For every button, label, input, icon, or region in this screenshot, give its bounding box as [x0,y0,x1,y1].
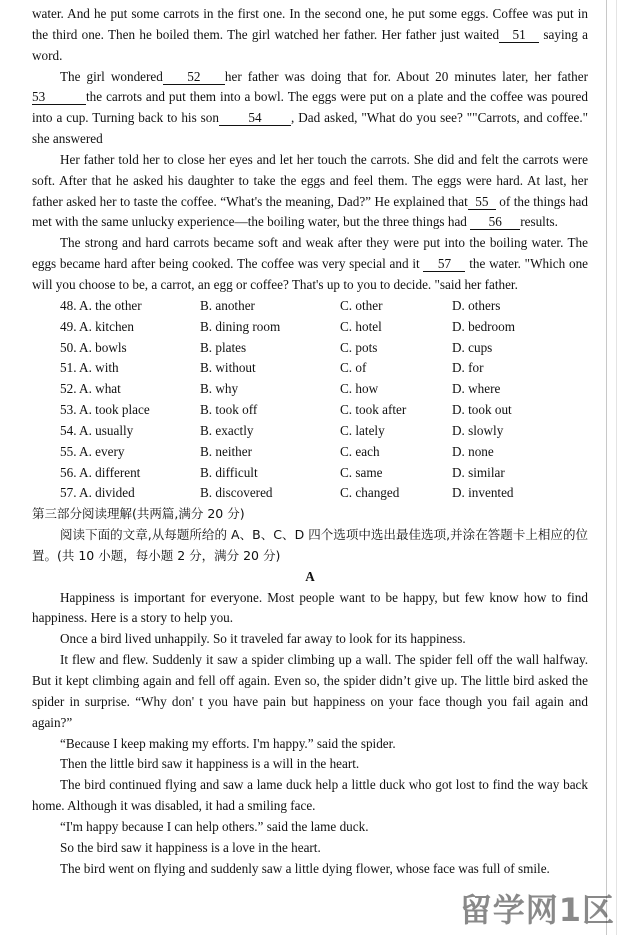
paragraph-text: the carrots and put them into a bowl. The eggs were put on a plate and the coffee was poured into a cup. Turning back to his son [32,89,588,126]
paragraph-text: water. And he put some carrots in the first one. In the second one, he put some eggs. Coffee was put in the third one. Then he boiled them. The girl watched her father. Her father just waited [32,6,588,42]
option-b: B. exactly [200,422,254,438]
option-a: 54. A. usually [60,422,134,438]
option-b: B. plates [200,339,247,355]
document-body [32,4,588,879]
option-c: C. of [340,360,367,376]
option-a: 48. A. the other [60,297,142,313]
passage-paragraph: The bird continued flying and saw a lame duck help a little duck who got lost to find the way back home. Although it was disabled, it had a smiling face. [32,777,588,814]
paragraph-text: of the things had met with the same unlucky experience—the boiling water, but the three things had [32,193,588,230]
blank-56: 56 [470,214,520,230]
option-row [60,358,588,379]
option-c: C. how [340,381,379,397]
option-b: B. why [200,381,239,397]
paragraph-4 [32,233,588,296]
blank-55: 55 [468,194,496,210]
option-row [60,421,588,442]
paragraph-text: the water. "Which one will you choose to be, a carrot, an egg or coffee? That's up to you to decide. "said her father. [32,256,589,292]
option-a: 52. A. what [60,381,121,397]
blank-57: 57 [423,256,465,272]
passage-paragraph: It flew and flew. Suddenly it saw a spider climbing up a wall. The spider fell off the wall halfway. But it kept climbing again and fell off again. Even so, the spider didn’t give up. The little bird asked the spider in surprise. “Why don' t you have pain but happiness on your face though you fail again and again?” [32,652,588,730]
paragraph-text: her father was doing that for. About 20 minutes later, her father [224,68,588,84]
page-edge-line-secondary [616,0,617,935]
option-d: D. invented [452,485,514,501]
option-d: D. for [452,360,484,376]
paragraph-text: Her father told her to close her eyes and let her touch the carrots. She did and felt the carrots were soft. After that he asked his daughter to take the eggs and feel them. The eggs were hard. At last, her father asked her to taste the coffee. “What's the meaning, Dad?” He explained that [32,151,588,209]
paragraph-text: The strong and hard carrots became soft and weak after they were put into the boiling water. The eggs became hard after being cooked. The coffee was very special and it [32,235,588,272]
paragraph-text: saying a word. [32,26,588,63]
option-d: D. where [452,381,501,397]
option-row [60,296,588,317]
paragraph-1 [32,4,588,67]
option-row [60,400,588,421]
section-3-heading: 第三部分阅读理解(共两篇,满分 20 分) [32,506,245,522]
passage-paragraph: “Because I keep making my efforts. I'm happy.” said the spider. [60,735,396,751]
option-d: D. similar [452,464,505,480]
option-a: 49. A. kitchen [60,318,134,334]
blank-54: 54 [219,110,291,126]
paragraph-3 [32,150,588,233]
option-c: C. changed [340,485,400,501]
option-row [60,338,588,359]
option-b: B. another [200,297,255,313]
paragraph-text: The girl wondered [60,68,163,84]
option-b: B. difficult [200,464,258,480]
passage-letter: A [305,568,315,584]
option-d: D. took out [452,402,512,418]
option-a: 57. A. divided [60,485,135,501]
paragraph-text: , Dad asked, "What do you see? ""Carrots, and coffee." she answered [32,110,588,147]
passage-paragraph: “I'm happy because I can help others.” said the lame duck. [60,818,369,834]
options-list [60,296,588,504]
option-a: 53. A. took place [60,402,150,418]
option-row [60,483,588,504]
option-c: C. other [340,297,383,313]
option-b: B. neither [200,443,253,459]
passage-paragraph: The bird went on flying and suddenly saw a little dying flower, whose face was full of smile. [60,860,550,876]
option-b: B. discovered [200,485,273,501]
option-row [60,442,588,463]
option-d: D. bedroom [452,318,515,334]
watermark-logo: 留学网1区 [459,891,615,929]
option-d: D. none [452,443,494,459]
option-b: B. without [200,360,256,376]
page-edge-line [606,0,607,935]
option-d: D. others [452,297,501,313]
blank-51: 51 [499,27,539,43]
option-d: D. slowly [452,422,504,438]
option-c: C. same [340,464,383,480]
option-c: C. each [340,443,380,459]
option-c: C. hotel [340,318,382,334]
option-a: 50. A. bowls [60,339,127,355]
option-row [60,463,588,484]
option-c: C. pots [340,339,378,355]
blank-53: 53 [32,89,86,105]
option-a: 51. A. with [60,360,119,376]
option-d: D. cups [452,339,493,355]
section-3-instruction: 阅读下面的文章,从每题所给的 A、B、C、D 四个选项中选出最佳选项,并涂在答题卡上相应的位置。(共 10 小题，每小题 2 分，满分 20 分) [32,527,588,563]
option-b: B. dining room [200,318,281,334]
option-c: C. lately [340,422,385,438]
option-row [60,379,588,400]
paragraph-text: results. [520,214,558,230]
option-c: C. took after [340,402,407,418]
option-row [60,317,588,338]
blank-52: 52 [163,69,225,85]
paragraph-2 [32,67,588,150]
passage-paragraph: So the bird saw it happiness is a love in the heart. [60,839,321,855]
passage-paragraph: Once a bird lived unhappily. So it traveled far away to look for its happiness. [60,631,466,647]
option-a: 56. A. different [60,464,141,480]
option-a: 55. A. every [60,443,125,459]
passage-paragraph: Then the little bird saw it happiness is a will in the heart. [60,756,360,772]
option-b: B. took off [200,402,258,418]
passage-paragraph: Happiness is important for everyone. Most people want to be happy, but few know how to find happiness. Here is a story to help you. [32,589,588,626]
